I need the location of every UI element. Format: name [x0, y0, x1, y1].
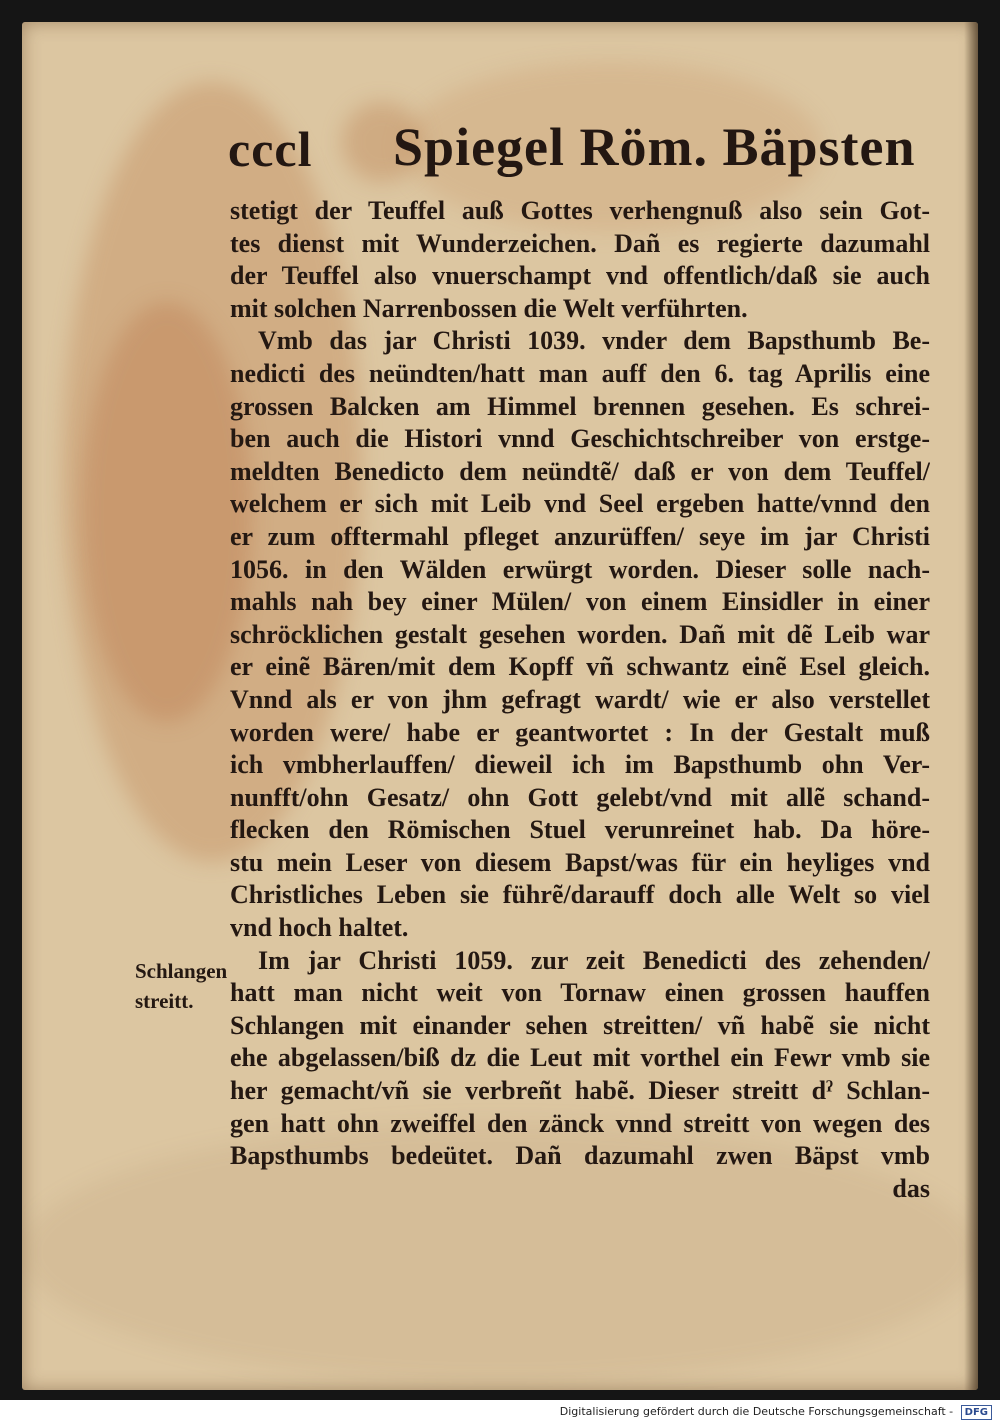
text-line: mit solchen Narrenbossen die Welt verführten.	[230, 293, 748, 323]
text-line: worden were/ habe er geantwortet : In der Gestalt muß	[230, 717, 930, 747]
text-line: tes dienst mit Wunderzeichen. Dañ es regierte dazumahl	[230, 228, 930, 258]
text-line: Im jar Christi 1059. zur zeit Benedicti des zehenden/	[258, 945, 930, 975]
body-text-block	[230, 195, 930, 1205]
text-line: Vnnd als er von jhm gefragt wardt/ wie er also verstellet	[230, 684, 930, 714]
text-line: ehe abgelassen/biß dz die Leut mit vorthel ein Fewr vmb sie	[230, 1043, 930, 1073]
text-line: ben auch die Histori vnnd Geschichtschreiber von erstge-	[230, 424, 930, 454]
text-line: vnd hoch haltet.	[230, 913, 409, 943]
text-line: hatt man nicht weit von Tornaw einen grossen hauffen	[230, 978, 930, 1008]
dfg-logo: DFG	[961, 1405, 992, 1420]
text-line: mahls nah bey einer Mülen/ von einem Einsidler in einer	[230, 587, 930, 617]
page-gutter-shadow	[964, 22, 978, 1390]
page-header	[228, 108, 916, 194]
text-line: Christliches Leben sie führẽ/darauff doch alle Welt so viel	[230, 880, 930, 910]
text-line: er einẽ Bären/mit dem Kopff vñ schwantz einẽ Esel gleich.	[230, 652, 930, 682]
text-line: stu mein Leser von diesem Bapst/was für ein heyliges vnd	[230, 847, 930, 877]
text-line: er zum offtermahl pfleget anzurüffen/ seye im jar Christi	[230, 521, 930, 551]
digitization-credit	[0, 1404, 992, 1420]
text-line: nunfft/ohn Gesatz/ ohn Gott gelebt/vnd mit allẽ schand-	[230, 782, 930, 812]
text-line: gen hatt ohn zweiffel den zänck vnnd streitt von wegen des	[230, 1108, 930, 1138]
water-stain	[82, 302, 252, 722]
text-line: ich vmbherlauffen/ dieweil ich im Bapsthumb ohn Ver-	[230, 750, 930, 780]
text-line: schröcklichen gestalt gesehen worden. Dañ mit dẽ Leib war	[230, 619, 930, 649]
text-line: Bapsthumbs bedeütet. Dañ dazumahl zwen Bäpst vmb	[230, 1141, 930, 1171]
text-line: der Teuffel also vnuerschampt vnd offentlich/daß sie auch	[230, 261, 930, 291]
text-line: 1056. in den Wälden erwürgt worden. Dieser solle nach-	[230, 554, 930, 584]
text-line: nedicti des neündten/hatt man auff den 6. tag Aprilis eine	[230, 358, 930, 388]
catchword: das	[892, 1173, 930, 1203]
text-line: Vmb das jar Christi 1039. vnder dem Bapsthumb Be-	[258, 326, 930, 356]
running-title: Spiegel Röm. Bäpsten	[393, 117, 916, 177]
text-line: welchem er sich mit Leib vnd Seel ergeben hatte/vnnd den	[230, 489, 930, 519]
text-line: meldten Benedicto dem neündtẽ/ daß er von dem Teuffel/	[230, 456, 930, 486]
text-line: stetigt der Teuffel auß Gottes verhengnuß also sein Got-	[230, 196, 930, 225]
folio-number: cccl	[228, 121, 313, 177]
text-line: grossen Balcken am Himmel brennen gesehen. Es schrei-	[230, 391, 930, 421]
marginal-note-line: streitt.	[135, 989, 194, 1013]
marginal-note	[135, 956, 227, 1016]
credit-text: Digitalisierung gefördert durch die Deutsche Forschungsgemeinschaft -	[559, 1405, 954, 1418]
marginal-note-line: Schlangen	[135, 959, 228, 983]
text-line: her gemacht/vñ sie verbreñt habẽ. Dieser streitt dˀ Schlan-	[230, 1076, 930, 1106]
text-line: flecken den Römischen Stuel verunreinet hab. Da höre-	[230, 815, 930, 845]
text-line: Schlangen mit einander sehen streitten/ vñ habẽ sie nicht	[230, 1010, 930, 1040]
